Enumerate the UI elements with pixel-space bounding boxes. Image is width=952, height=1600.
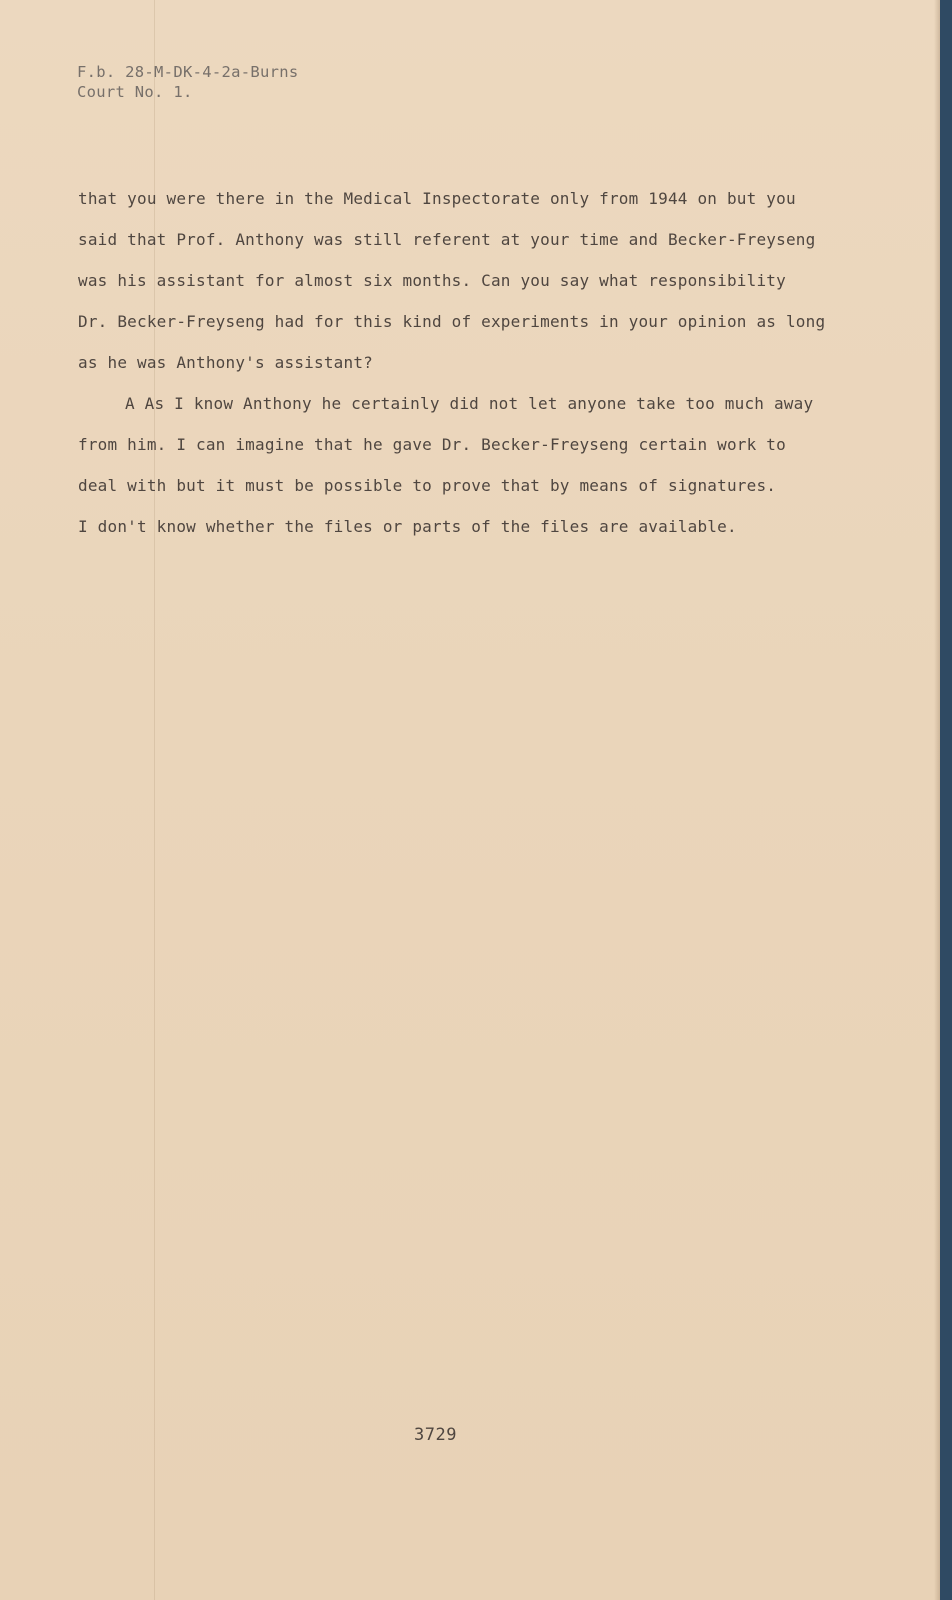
transcript-line: said that Prof. Anthony was still referent at your time and Becker-Freyseng — [78, 230, 816, 249]
header-court: Court No. 1. — [77, 83, 193, 101]
header-reference: F.b. 28-M-DK-4-2a-Burns — [77, 63, 299, 81]
page-number: 3729 — [414, 1425, 457, 1445]
answer-line: from him. I can imagine that he gave Dr. Becker-Freyseng certain work to — [78, 435, 786, 454]
transcript-body — [78, 188, 838, 557]
answer-line: I don't know whether the files or parts of the files are available. — [78, 517, 737, 536]
answer-line: deal with but it must be possible to prove that by means of signatures. — [78, 476, 777, 495]
transcript-line: Dr. Becker-Freyseng had for this kind of experiments in your opinion as long — [78, 312, 826, 331]
transcript-line: as he was Anthony's assistant? — [78, 353, 373, 372]
transcript-line: that you were there in the Medical Inspectorate only from 1944 on but you — [78, 189, 796, 208]
page-edge-shadow — [934, 0, 940, 1600]
answer-line: A As I know Anthony he certainly did not let anyone take too much away — [125, 394, 814, 413]
transcript-line: was his assistant for almost six months. Can you say what responsibility — [78, 271, 786, 290]
document-header — [77, 62, 299, 102]
